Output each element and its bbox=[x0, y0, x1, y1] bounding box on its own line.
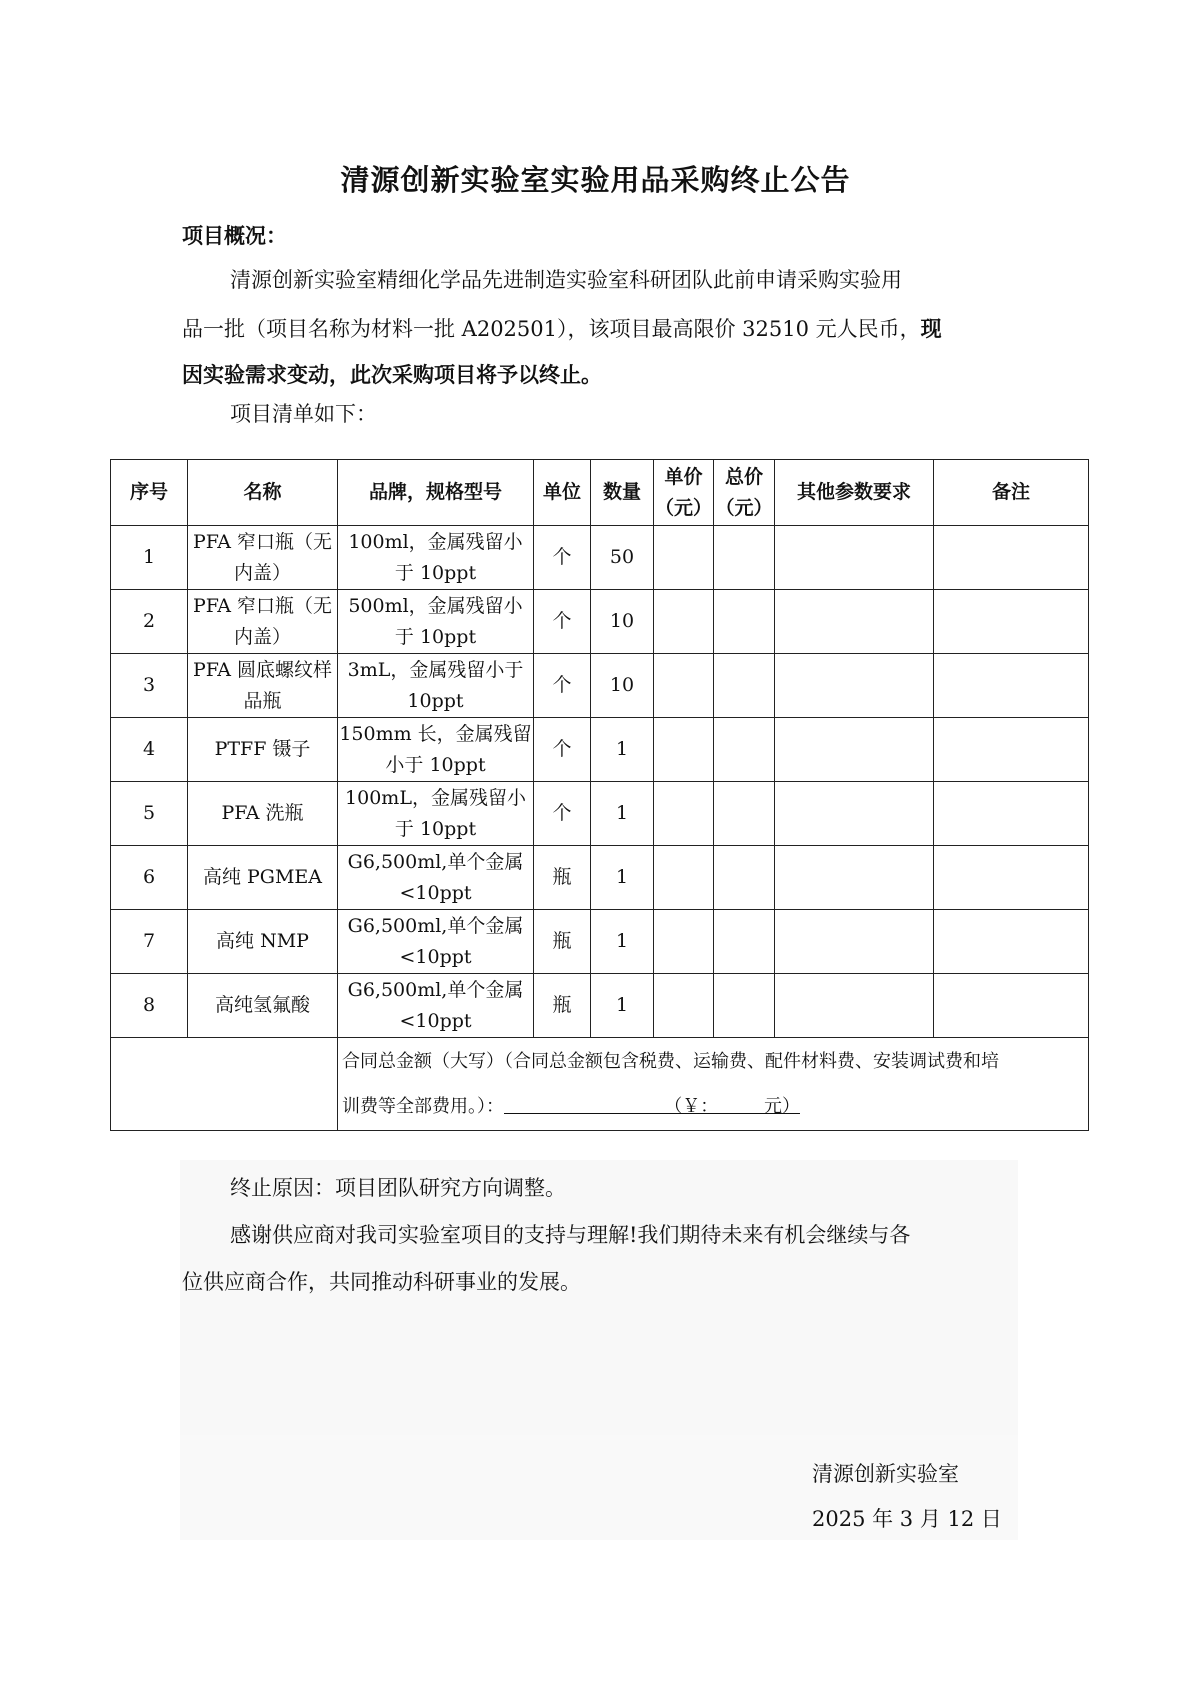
cell-remark bbox=[934, 654, 1089, 718]
table-row bbox=[111, 974, 1089, 1038]
cell-spec: G6,500ml,单个金属<10ppt bbox=[338, 846, 534, 910]
cell-name: PFA 窄口瓶（无内盖） bbox=[188, 590, 338, 654]
overview-line-2 bbox=[182, 313, 942, 343]
overview-heading: 项目概况： bbox=[182, 224, 287, 248]
cell-params bbox=[775, 846, 934, 910]
cell-spec: 3mL，金属残留小于 10ppt bbox=[338, 654, 534, 718]
cell-qty: 1 bbox=[591, 974, 654, 1038]
cell-qty: 1 bbox=[591, 910, 654, 974]
cell-unit: 瓶 bbox=[534, 910, 591, 974]
header-remark: 备注 bbox=[934, 460, 1089, 526]
header-spec: 品牌，规格型号 bbox=[338, 460, 534, 526]
overview-line-1: 清源创新实验室精细化学品先进制造实验室科研团队此前申请采购实验用 bbox=[230, 268, 902, 292]
table-row bbox=[111, 718, 1089, 782]
cell-unit: 个 bbox=[534, 718, 591, 782]
table-total-row bbox=[111, 1038, 1089, 1131]
cell-name: PFA 圆底螺纹样品瓶 bbox=[188, 654, 338, 718]
table-row bbox=[111, 910, 1089, 974]
cell-unit-price bbox=[654, 526, 714, 590]
cell-unit: 个 bbox=[534, 654, 591, 718]
cell-no: 7 bbox=[111, 910, 188, 974]
thanks-line-1: 感谢供应商对我司实验室项目的支持与理解!我们期待未来有机会继续与各 bbox=[230, 1223, 911, 1247]
cell-total-price bbox=[714, 526, 775, 590]
cell-remark bbox=[934, 718, 1089, 782]
cell-no: 3 bbox=[111, 654, 188, 718]
cell-spec: 100ml，金属残留小于 10ppt bbox=[338, 526, 534, 590]
cell-name: 高纯 PGMEA bbox=[188, 846, 338, 910]
header-name: 名称 bbox=[188, 460, 338, 526]
cell-unit: 个 bbox=[534, 590, 591, 654]
overview-line-2-text: 品一批（项目名称为材料一批 A202501），该项目最高限价 32510 元人民币， bbox=[182, 317, 921, 341]
cell-qty: 50 bbox=[591, 526, 654, 590]
cell-qty: 10 bbox=[591, 590, 654, 654]
total-label-line-2 bbox=[342, 1084, 1087, 1129]
cell-remark bbox=[934, 974, 1089, 1038]
cell-qty: 1 bbox=[591, 782, 654, 846]
cell-unit-price bbox=[654, 718, 714, 782]
items-table bbox=[110, 459, 1089, 1131]
cell-qty: 1 bbox=[591, 718, 654, 782]
cell-total-price bbox=[714, 910, 775, 974]
cell-unit-price bbox=[654, 590, 714, 654]
table-row bbox=[111, 654, 1089, 718]
cell-remark bbox=[934, 846, 1089, 910]
cell-spec: 150mm 长，金属残留小于 10ppt bbox=[338, 718, 534, 782]
cell-no: 4 bbox=[111, 718, 188, 782]
page-title: 清源创新实验室实验用品采购终止公告 bbox=[340, 163, 851, 197]
cell-unit-price bbox=[654, 974, 714, 1038]
cell-unit: 个 bbox=[534, 526, 591, 590]
cell-total-price bbox=[714, 782, 775, 846]
cell-unit: 瓶 bbox=[534, 974, 591, 1038]
cell-params bbox=[775, 654, 934, 718]
cell-total-price bbox=[714, 974, 775, 1038]
cell-spec: 500ml，金属残留小于 10ppt bbox=[338, 590, 534, 654]
cell-no: 1 bbox=[111, 526, 188, 590]
cell-params bbox=[775, 974, 934, 1038]
overview-line-3: 因实验需求变动，此次采购项目将予以终止。 bbox=[182, 363, 602, 387]
cell-unit: 个 bbox=[534, 782, 591, 846]
cell-name: PTFF 镊子 bbox=[188, 718, 338, 782]
cell-params bbox=[775, 910, 934, 974]
header-total-price: 总价（元） bbox=[714, 460, 775, 526]
table-row bbox=[111, 846, 1089, 910]
table-row bbox=[111, 526, 1089, 590]
cell-no: 2 bbox=[111, 590, 188, 654]
cell-unit-price bbox=[654, 910, 714, 974]
table-row bbox=[111, 782, 1089, 846]
cell-name: PFA 窄口瓶（无内盖） bbox=[188, 526, 338, 590]
cell-qty: 10 bbox=[591, 654, 654, 718]
total-empty-cell bbox=[111, 1038, 338, 1131]
thanks-line-2: 位供应商合作，共同推动科研事业的发展。 bbox=[182, 1270, 581, 1294]
header-qty: 数量 bbox=[591, 460, 654, 526]
cell-total-price bbox=[714, 718, 775, 782]
table-row bbox=[111, 590, 1089, 654]
cell-spec: 100mL，金属残留小于 10ppt bbox=[338, 782, 534, 846]
cell-remark bbox=[934, 590, 1089, 654]
cell-unit-price bbox=[654, 846, 714, 910]
header-unit: 单位 bbox=[534, 460, 591, 526]
total-amount-cell bbox=[338, 1038, 1089, 1131]
signature-date: 2025 年 3 月 12 日 bbox=[812, 1507, 1002, 1531]
cell-params bbox=[775, 782, 934, 846]
signature-org: 清源创新实验室 bbox=[812, 1462, 959, 1486]
list-intro: 项目清单如下： bbox=[230, 402, 377, 426]
cell-remark bbox=[934, 910, 1089, 974]
cell-no: 8 bbox=[111, 974, 188, 1038]
header-no: 序号 bbox=[111, 460, 188, 526]
cell-total-price bbox=[714, 654, 775, 718]
header-params: 其他参数要求 bbox=[775, 460, 934, 526]
termination-reason: 终止原因：项目团队研究方向调整。 bbox=[230, 1176, 566, 1200]
cell-qty: 1 bbox=[591, 846, 654, 910]
total-label-text: 训费等全部费用。）： bbox=[342, 1096, 504, 1117]
cell-name: 高纯 NMP bbox=[188, 910, 338, 974]
cell-spec: G6,500ml,单个金属<10ppt bbox=[338, 910, 534, 974]
cell-name: 高纯氢氟酸 bbox=[188, 974, 338, 1038]
total-label-line-1: 合同总金额（大写）（合同总金额包含税费、运输费、配件材料费、安装调试费和培 bbox=[342, 1051, 999, 1072]
cell-unit: 瓶 bbox=[534, 846, 591, 910]
cell-params bbox=[775, 526, 934, 590]
table-header-row bbox=[111, 460, 1089, 526]
header-unit-price: 单价（元） bbox=[654, 460, 714, 526]
cell-unit-price bbox=[654, 782, 714, 846]
overview-line-2-bold: 现 bbox=[920, 317, 942, 341]
cell-remark bbox=[934, 782, 1089, 846]
cell-params bbox=[775, 590, 934, 654]
cell-spec: G6,500ml,单个金属<10ppt bbox=[338, 974, 534, 1038]
cell-total-price bbox=[714, 590, 775, 654]
cell-total-price bbox=[714, 846, 775, 910]
cell-no: 6 bbox=[111, 846, 188, 910]
cell-name: PFA 洗瓶 bbox=[188, 782, 338, 846]
cell-unit-price bbox=[654, 654, 714, 718]
cell-no: 5 bbox=[111, 782, 188, 846]
cell-remark bbox=[934, 526, 1089, 590]
cell-params bbox=[775, 718, 934, 782]
total-amount-blank[interactable]: （￥： 元） bbox=[504, 1096, 800, 1117]
